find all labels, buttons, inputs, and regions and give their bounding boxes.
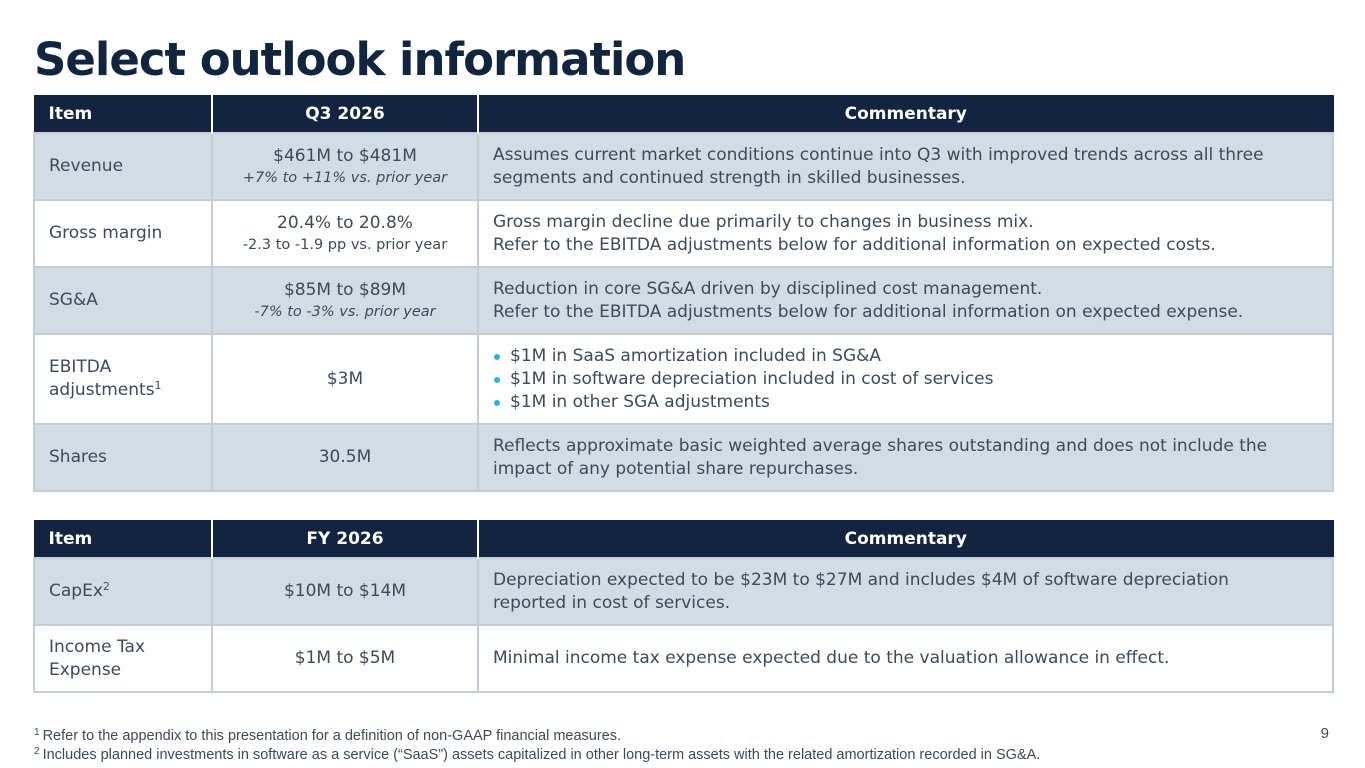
adjustment-bullet: $1M in other SGA adjustments: [493, 391, 1318, 414]
table-row-ebitda-adjustments: [34, 334, 1333, 424]
value-range: $10M to $14M: [283, 581, 407, 601]
row-commentary: [478, 267, 1333, 334]
table-header-row: [34, 95, 1333, 133]
footnote-marker: 2: [102, 580, 110, 593]
row-item: [34, 558, 212, 625]
table-row-shares: [34, 424, 1333, 491]
table-row-capex: [34, 558, 1333, 625]
value-range: $3M: [326, 368, 364, 389]
commentary-line: segments and continued strength in skilled businesses.: [493, 167, 966, 188]
footnote-text: Refer to the appendix to this presentation for a definition of non-GAAP financial measures.: [42, 728, 622, 744]
table-row-revenue: [34, 133, 1333, 200]
value-range: $85M to $89M: [283, 280, 407, 300]
footnote-2: [34, 746, 1040, 765]
row-item: Gross margin: [34, 200, 212, 267]
row-value: [212, 133, 478, 200]
row-value: [212, 200, 478, 267]
commentary-line: impact of any potential share repurchases.: [493, 458, 859, 479]
row-value: [212, 334, 478, 424]
adjustment-bullet: $1M in SaaS amortization included in SG&A: [493, 345, 1318, 368]
commentary-line: reported in cost of services.: [493, 592, 731, 613]
value-range: 20.4% to 20.8%: [277, 213, 413, 233]
value-change: -2.3 to -1.9 pp vs. prior year: [242, 237, 448, 253]
annual-outlook-table: [33, 520, 1334, 693]
table-header-row: [34, 520, 1333, 558]
header-period: Q3 2026: [212, 95, 478, 133]
row-item: [34, 334, 212, 424]
footnotes: [34, 727, 1040, 765]
header-commentary: Commentary: [478, 520, 1333, 558]
commentary-line: Refer to the EBITDA adjustments below for additional information on expected expense.: [493, 301, 1244, 322]
row-item: Shares: [34, 424, 212, 491]
item-label-line: EBITDA: [49, 357, 112, 377]
value-change: +7% to +11% vs. prior year: [242, 170, 448, 186]
footnote-text: Includes planned investments in software as a service (“SaaS”) assets capitalized in other long-term assets with the related amortization recorded in SG&A.: [42, 747, 1041, 763]
row-commentary: [478, 558, 1333, 625]
item-label-text: CapEx: [49, 581, 103, 601]
header-item: Item: [34, 520, 212, 558]
row-value: [212, 558, 478, 625]
commentary-line: Reduction in core SG&A driven by disciplined cost management.: [493, 278, 1043, 299]
page-number: 9: [1320, 725, 1329, 742]
item-label-line: [49, 379, 197, 402]
value-change: -7% to -3% vs. prior year: [254, 304, 436, 320]
row-value: [212, 267, 478, 334]
table-row-sga: [34, 267, 1333, 334]
table-row-gross-margin: [34, 200, 1333, 267]
header-commentary: Commentary: [478, 95, 1333, 133]
adjustment-list: [493, 345, 1318, 414]
commentary-line: Refer to the EBITDA adjustments below for additional information on expected costs.: [493, 234, 1216, 255]
row-value: [212, 625, 478, 692]
row-item: SG&A: [34, 267, 212, 334]
item-label-line: Expense: [49, 659, 122, 680]
row-commentary: [478, 424, 1333, 491]
item-label-line: Income Tax: [49, 636, 146, 657]
value-range: $1M to $5M: [294, 648, 396, 668]
header-item: Item: [34, 95, 212, 133]
commentary-line: Reflects approximate basic weighted average shares outstanding and does not include the: [493, 435, 1268, 456]
adjustment-bullet: $1M in software depreciation included in cost of services: [493, 368, 1318, 391]
quarter-outlook-table: [33, 95, 1334, 492]
footnote-marker: 1: [154, 379, 162, 392]
value-range: $461M to $481M: [273, 146, 417, 166]
commentary-line: Minimal income tax expense expected due to the valuation allowance in effect.: [493, 648, 1170, 668]
item-label-text: adjustments: [49, 380, 155, 400]
row-item: Revenue: [34, 133, 212, 200]
row-commentary: [478, 200, 1333, 267]
row-commentary: [478, 133, 1333, 200]
page-title: Select outlook information: [34, 33, 686, 86]
commentary-line: Assumes current market conditions continue into Q3 with improved trends across all three: [493, 144, 1264, 165]
row-commentary: [478, 334, 1333, 424]
row-value: [212, 424, 478, 491]
table-row-income-tax-expense: [34, 625, 1333, 692]
row-item: [34, 625, 212, 692]
footnote-marker: 2: [34, 746, 40, 757]
row-commentary: [478, 625, 1333, 692]
commentary-line: Depreciation expected to be $23M to $27M and includes $4M of software depreciation: [493, 569, 1229, 590]
footnote-1: [34, 727, 1040, 746]
header-period: FY 2026: [212, 520, 478, 558]
value-range: 30.5M: [318, 447, 372, 467]
footnote-marker: 1: [34, 727, 40, 738]
commentary-line: Gross margin decline due primarily to changes in business mix.: [493, 211, 1034, 232]
